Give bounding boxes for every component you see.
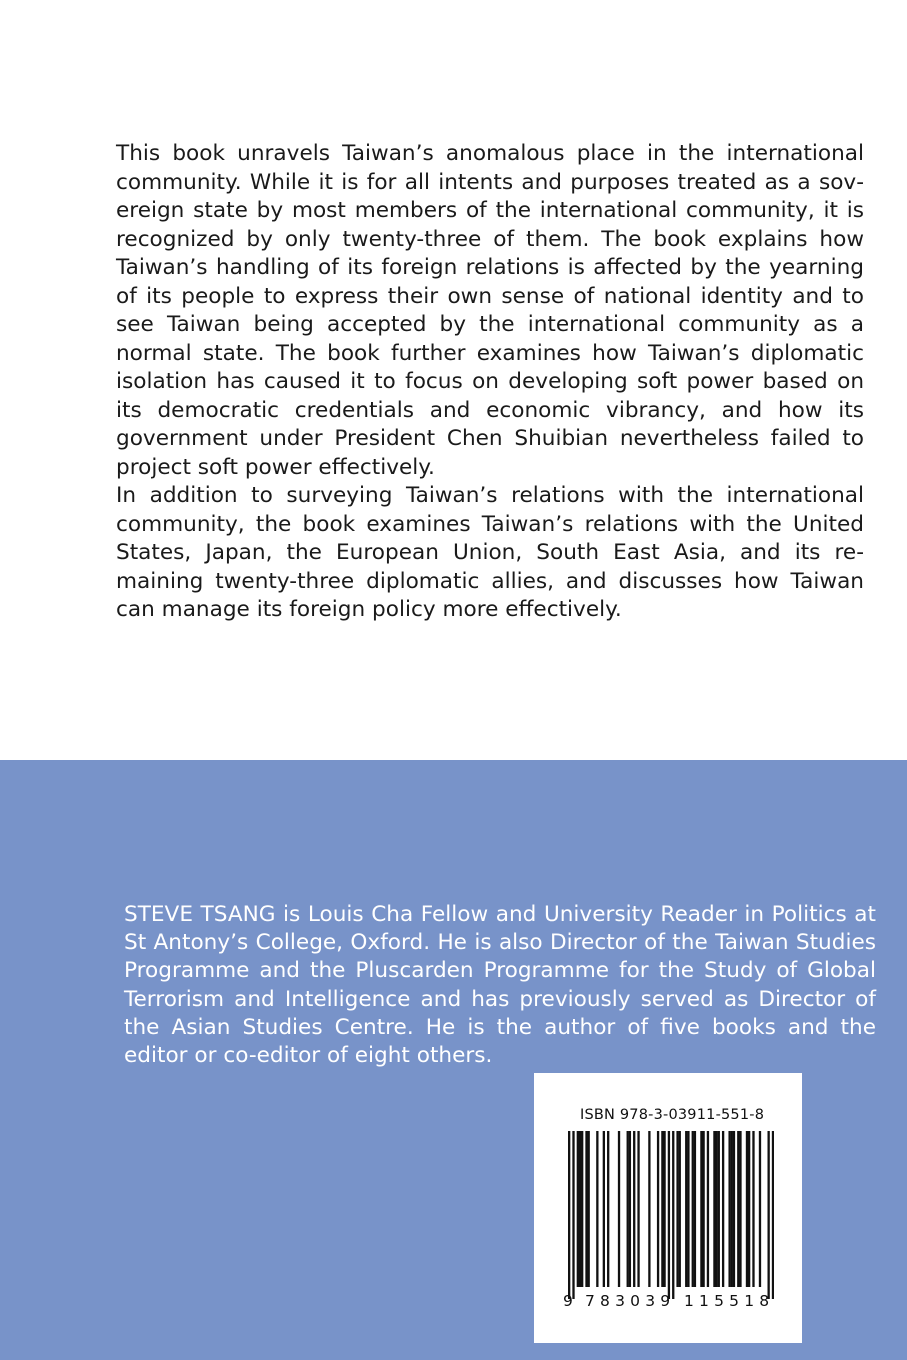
- barcode-bar: [679, 1131, 681, 1287]
- book-description: [116, 140, 864, 625]
- barcode-bar: [661, 1131, 663, 1287]
- barcode-bar: [579, 1131, 581, 1287]
- barcode-bar: [718, 1131, 720, 1287]
- barcode-bar: [672, 1131, 674, 1299]
- barcode-bar: [685, 1131, 687, 1287]
- author-panel: [0, 760, 907, 1360]
- barcode-bar: [568, 1131, 570, 1299]
- barcode-bar: [607, 1131, 609, 1287]
- barcode-bar: [713, 1131, 715, 1287]
- barcode-bar: [772, 1131, 774, 1299]
- barcode-bar: [692, 1131, 694, 1287]
- barcode-bar: [637, 1131, 639, 1287]
- barcode-bar: [585, 1131, 587, 1287]
- barcode-bar: [700, 1131, 702, 1287]
- barcode-bar: [733, 1131, 735, 1287]
- description-paragraph-2: In addition to surveying Taiwan’s relations with the international community, the book examines Taiwan’s relations with the United States, Japan, the European Union, South East Asia, and its remaining twenty-three diplomatic allies, and discusses how Taiwan can manage its foreign policy more effectively.: [116, 483, 864, 622]
- barcode-bar: [596, 1131, 598, 1287]
- barcode-icon: [568, 1131, 774, 1299]
- barcode-bar: [657, 1131, 659, 1287]
- barcode-bar: [633, 1131, 635, 1287]
- isbn-barcode-box: [534, 1073, 802, 1343]
- barcode-right-group: 115518: [684, 1292, 775, 1310]
- description-paragraph-1: This book unravels Taiwan’s anomalous place in the international community. While it is for all intents and purposes treated as a sovereign state by most members of the international community, it is recognized by only twenty-three of them. The book explains how Taiwan’s handling of its foreign relations is affected by the yearning of its people to express their own sense of national identity and to see Taiwan being accepted by the international community as a normal state. The book further examines how Taiwan’s diplomatic isolation has caused it to focus on developing soft power based on its democratic credentials and economic vibrancy, and how its government under President Chen Shuibian nevertheless failed to project soft power effectively.: [116, 141, 864, 480]
- barcode-bar: [629, 1131, 631, 1287]
- barcode-bar: [737, 1131, 739, 1287]
- barcode-bar: [694, 1131, 696, 1287]
- barcode-bar: [676, 1131, 678, 1287]
- barcode-bar: [739, 1131, 741, 1287]
- barcode-bar: [648, 1131, 650, 1287]
- barcode-bar: [707, 1131, 709, 1287]
- barcode-bar: [668, 1131, 670, 1299]
- barcode-bar: [759, 1131, 761, 1287]
- barcode-bar: [702, 1131, 704, 1287]
- author-bio: STEVE TSANG is Louis Cha Fellow and University Reader in Politics at St Antony’s College, Oxford. He is also Director of the Taiwan Studies Programme and the Pluscarden Programme for the Study of Global Terrorism and Intelligence and has previously served as Director of the Asian Studies Centre. He is the author of five books and the editor or co-editor of eight others.: [124, 902, 876, 1069]
- barcode-bar: [663, 1131, 665, 1287]
- barcode-bar: [588, 1131, 590, 1287]
- barcode-bar: [746, 1131, 748, 1287]
- barcode-bar: [752, 1131, 754, 1287]
- barcode-bar: [722, 1131, 724, 1287]
- barcode-bar: [728, 1131, 730, 1287]
- barcode-bar: [687, 1131, 689, 1287]
- barcode-bar: [603, 1131, 605, 1287]
- barcode-bar: [627, 1131, 629, 1287]
- isbn-label: ISBN 978-3-03911-551-8: [580, 1107, 765, 1123]
- barcode-bar: [715, 1131, 717, 1287]
- barcode-bar: [748, 1131, 750, 1287]
- barcode-bar: [577, 1131, 579, 1287]
- barcode-bar: [581, 1131, 583, 1287]
- barcode-left-group: 783039: [585, 1292, 676, 1310]
- barcode-bar: [618, 1131, 620, 1287]
- barcode-bar: [572, 1131, 574, 1299]
- barcode-lead-digit: 9: [563, 1292, 573, 1310]
- barcode-bar: [767, 1131, 769, 1299]
- barcode-bar: [731, 1131, 733, 1287]
